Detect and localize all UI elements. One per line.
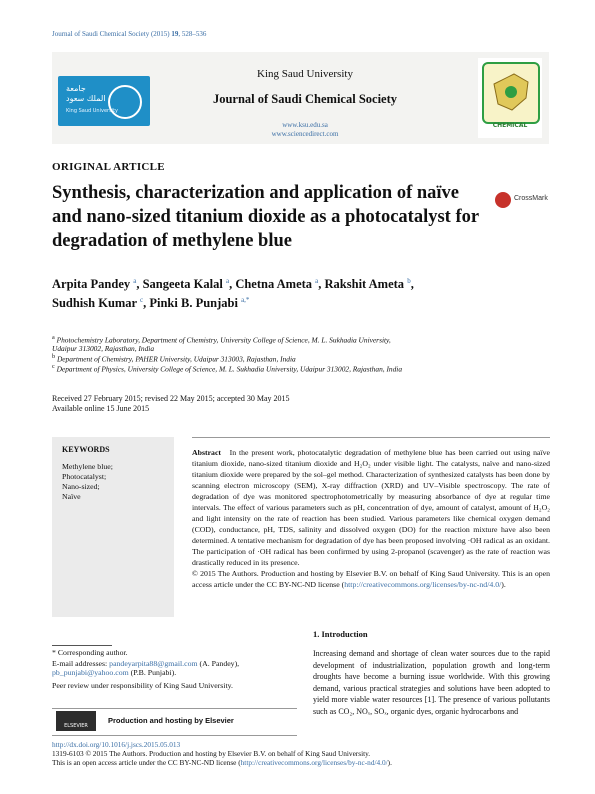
affiliation-c [52,364,402,373]
affiliation-text: Department of Physics, University College of Science, M. L. Sukhadia University, Udaipur 313002, Rajasthan, India [56,364,403,374]
copyright-text: © 2015 The Authors. Production and hosting by Elsevier B.V. on behalf of King Saud University. This is an open access article under the CC BY-NC-ND license ( [192,569,550,589]
ksu-logo-english: King Saud University [66,108,118,114]
license-end: ). [387,758,392,767]
abstract-label: Abstract [192,448,222,457]
affiliation-text: Department of Chemistry, PAHER University, Udaipur 313003, Rajasthan, India [56,354,296,364]
university-name: King Saud University [257,68,353,80]
elsevier-logo: ELSEVIER [56,711,96,731]
license-link[interactable]: http://creativecommons.org/licenses/by-nc-nd/4.0/ [344,580,502,589]
affiliation-text: Udaipur 313002, Rajasthan, India [52,344,155,353]
affiliation-mark: b [52,354,56,360]
keyword-item: Naïve [62,492,81,501]
peer-review-note: Peer review under responsibility of King Saud University. [52,681,233,690]
email-link[interactable]: pandeyarpita88@gmail.com [109,659,198,668]
abstract-top-rule [192,437,550,438]
keyword-item: Nano-sized; [62,482,100,491]
ksu-logo [58,76,150,126]
journal-logo-label: CHEMICAL [492,122,528,129]
email-addresses [52,659,297,677]
author-name[interactable]: Pinki B. Punjabi [149,296,238,311]
author-affiliation-mark[interactable]: a [315,277,319,285]
journal-logo [478,58,542,138]
article-history: Received 27 February 2015; revised 22 May 2015; accepted 30 May 2015 [52,394,290,403]
keyword-item: Photocatalyst; [62,472,107,481]
crossmark-label: CrossMark [514,195,548,202]
keywords-heading: KEYWORDS [62,445,110,454]
journal-volume: 19 [171,30,179,38]
journal-name: Journal of Saudi Chemical Society [212,92,398,106]
affiliation-mark: c [52,364,55,370]
author-affiliation-mark[interactable]: a [133,277,137,285]
license-line [52,758,392,767]
affiliation-a-cont [52,344,154,353]
email-label: E-mail addresses: [52,659,110,668]
abstract-body: In the present work, photocatalytic degradation of methylene blue has been carried out using naïve titanium dioxide, nano-sized titanium dioxide and H₂O₂ under visible light. The catalysts, naïve and nano-sized titanium dioxide were prepared by the sol–gel method. Characterization of synthesized catalysts has been done by scanning electron microscopy (SEM), X-ray diffraction (XRD) and UV–Visible spectroscopy. The rate of degradation of dye was monitored spectrophotometrically by measuring absorbance of dye at regular time intervals. The effect of various parameters such as pH, concentration of dye, amount of catalyst, amount of H₂O₂ and light intensity on the rate of reaction has been studied. Various parameters like chemical oxygen demand (COD), conductance, pH, TDS, salinity and dissolved oxygen (DO) for the reaction mixture have also been determined. A tentative mechanism for degradation of dye has been proposed involving ·OH radical as an oxidant. The participation of ·OH radical has been confirmed by using 2-propanol (scavenger) as the rate of reaction was drastically reduced in its presence. [192,448,550,567]
copyright-line: 1319-6103 © 2015 The Authors. Production and hosting by Elsevier B.V. on behalf of King Saud University. [52,749,371,758]
license-link[interactable]: http://creativecommons.org/licenses/by-nc-nd/4.0/ [240,758,388,767]
corresponding-author: * Corresponding author. [52,648,128,657]
author-affiliation-mark[interactable]: c [140,296,144,304]
affiliation-b [52,354,296,363]
ksu-logo-arabic: جامعة الملك سعود [66,84,106,103]
author-name[interactable]: Rakshit Ameta [324,277,405,292]
copyright-end: ). [501,580,506,589]
crossmark-icon [495,192,511,208]
authors-line-1: Arpita Pandey $^a$, Sangeeta Kalal $^a$, Chetna Ameta $^a$, Rakshit Ameta $^b$, [52,277,414,292]
author-affiliation-mark[interactable]: b [407,277,411,285]
affiliation-text: Photochemistry Laboratory, Department of Chemistry, University College of Science, M. L. Sukhadia University, [56,335,391,345]
keyword-item: Methylene blue; [62,462,113,471]
author-affiliation-mark[interactable]: a [225,277,230,285]
email-owner: (P.B. Punjabi). [128,668,177,677]
doi-link[interactable]: http://dx.doi.org/10.1016/j.jscs.2015.05.013 [52,740,181,749]
footnote-rule [52,645,112,646]
article-type: ORIGINAL ARTICLE [52,161,165,173]
journal-emblem-icon [482,62,540,124]
author-name[interactable]: Chetna Ameta [235,277,313,292]
production-text: Production and hosting by Elsevier [108,716,234,725]
ksu-url-link[interactable]: www.ksu.edu.sa [282,121,328,129]
authors-line-2: Sudhish Kumar $^c$, Pinki B. Punjabi $^{a,*}$ [52,296,250,311]
license-text: This is an open access article under the CC BY-NC-ND license ( [52,758,241,767]
sciencedirect-url-link[interactable]: www.sciencedirect.com [271,130,339,138]
ksu-seal-icon [108,85,142,119]
abstract [192,447,550,590]
journal-reference[interactable] [52,30,206,38]
email-link[interactable]: pb_punjabi@yahoo.com [52,668,129,677]
introduction-heading: 1. Introduction [313,629,368,639]
author-name[interactable]: Arpita Pandey [52,277,131,292]
available-online: Available online 15 June 2015 [52,404,150,413]
author-name[interactable]: Sudhish Kumar [52,296,137,311]
introduction-body: Increasing demand and shortage of clean water sources due to the rapid development of industrialization, population growth and long-term droughts have become a burning issue worldwide. With this growing demand, various practical strategies and solutions have been adopted to yield more viable water resources [1]. The presence of various pollutants such as CO₂, NOₓ, SOₓ, organic dyes, organic hydrocarbons and [313,649,550,716]
article-title: Synthesis, characterization and application of naïve and nano-sized titanium dioxide as a photocatalyst for degradation of methylene blue [52,183,479,251]
journal-reference-text: Journal of Saudi Chemical Society (2015) [52,30,172,38]
crossmark-button[interactable] [495,190,555,212]
journal-pages: , 528–536 [178,30,207,38]
keywords-list [62,462,113,502]
email-owner: (A. Pandey), [197,659,240,668]
affiliation-mark: a [52,335,55,341]
author-affiliation-mark[interactable]: a,* [241,296,250,304]
author-name[interactable]: Sangeeta Kalal [142,277,223,292]
abstract-copyright [192,568,550,590]
